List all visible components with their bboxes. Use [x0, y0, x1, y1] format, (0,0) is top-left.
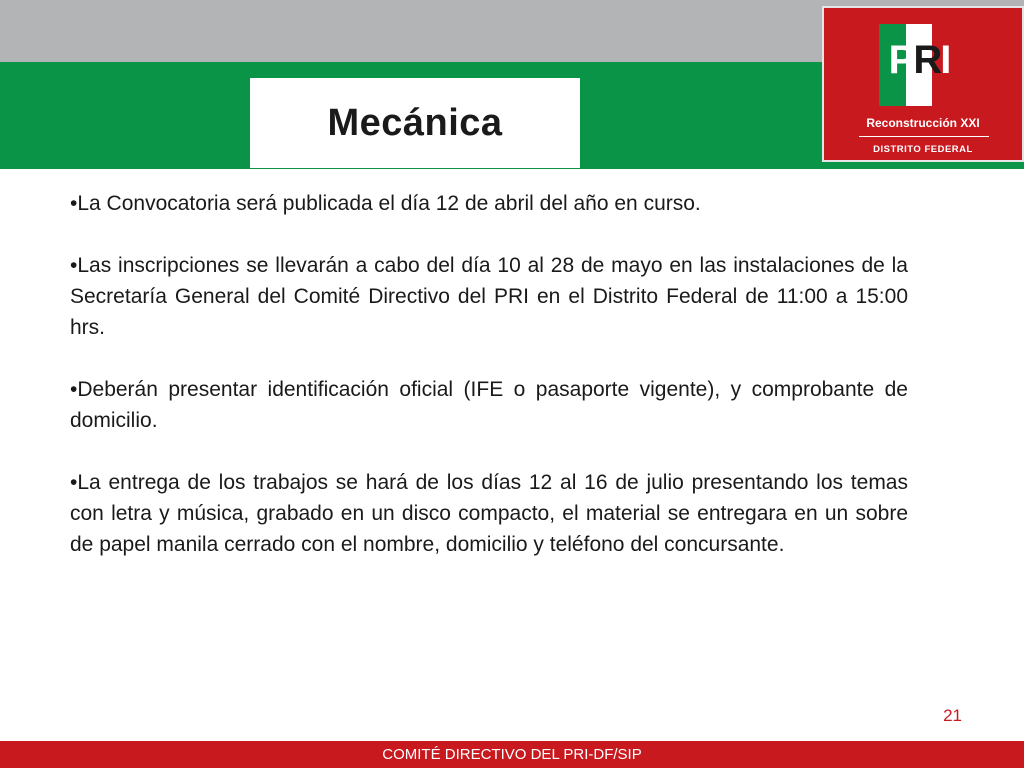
pri-letters: PRI — [888, 38, 950, 82]
title-box — [250, 78, 580, 168]
footer-text: COMITÉ DIRECTIVO DEL PRI-DF/SIP — [382, 746, 642, 763]
header-divider — [0, 169, 1024, 172]
logo-divider — [859, 136, 989, 137]
logo-subtitle: Reconstrucción XXI — [866, 116, 980, 130]
bullet-item: •Deberán presentar identificación oficial (IFE o pasaporte vigente), y comprobante de domicilio. — [70, 378, 908, 432]
bullet-item: •Las inscripciones se llevarán a cabo del día 10 al 28 de mayo en las instalaciones de la Secretaría General del Comité Directivo del PRI en el Distrito Federal de 11:00 a 15:00 hrs. — [70, 254, 908, 339]
bullet-item: •La entrega de los trabajos se hará de los días 12 al 16 de julio presentando los temas con letra y música, grabado en un disco compacto, el material se entregara en un sobre de papel manila cerrado con el nombre, domicilio y teléfono del concursante. — [70, 471, 908, 556]
slide-body — [70, 188, 908, 591]
footer-bar — [0, 741, 1024, 768]
pri-logo — [822, 6, 1024, 162]
slide-title: Mecánica — [327, 101, 503, 144]
pri-emblem — [879, 24, 959, 106]
page-number: 21 — [943, 706, 962, 725]
bullet-item: •La Convocatoria será publicada el día 12 de abril del año en curso. — [70, 192, 701, 215]
logo-region: DISTRITO FEDERAL — [873, 144, 973, 155]
